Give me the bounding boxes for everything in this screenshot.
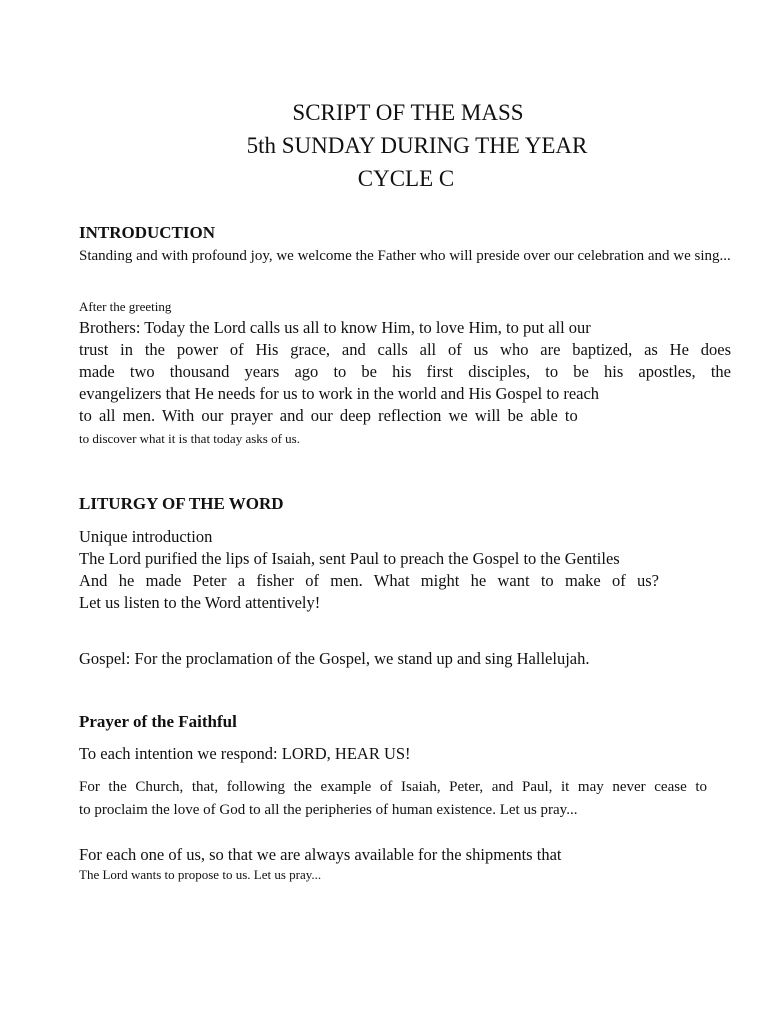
greeting-line-4: evangelizers that He needs for us to work in the world and His Gospel to reach	[79, 384, 600, 403]
liturgy-paragraph	[79, 526, 659, 614]
liturgy-line-1: Unique introduction	[79, 527, 213, 546]
liturgy-line-2: The Lord purified the lips of Isaiah, sent Paul to preach the Gospel to the Gentiles	[79, 549, 620, 568]
liturgy-line-4: Let us listen to the Word attentively!	[79, 593, 321, 612]
greeting-line-1: Brothers: Today the Lord calls us all to know Him, to love Him, to put all our	[79, 318, 591, 337]
prayer-response: To each intention we respond: LORD, HEAR US!	[79, 744, 411, 763]
intention-2-line-2: The Lord wants to propose to us. Let us pray...	[79, 867, 322, 882]
greeting-paragraph	[79, 317, 731, 427]
intention-1-line-2: to proclaim the love of God to all the peripheries of human existence. Let us pray...	[79, 802, 578, 818]
greeting-line-6: to discover what it is that today asks of us.	[79, 431, 300, 446]
intention-2-line-1: For each one of us, so that we are always available for the shipments that	[79, 845, 562, 864]
introduction-heading: INTRODUCTION	[79, 223, 216, 242]
greeting-line-3: made two thousand years ago to be his first disciples, to be his apostles, the	[79, 362, 731, 381]
title-line-1: SCRIPT OF THE MASS	[292, 100, 524, 125]
liturgy-line-3: And he made Peter a fisher of men. What might he want to make of us?	[79, 571, 659, 590]
document-title	[0, 96, 768, 195]
prayer-heading: Prayer of the Faithful	[79, 712, 237, 731]
greeting-line-5: to all men. With our prayer and our deep reflection we will be able to	[79, 406, 578, 425]
greeting-line-2: trust in the power of His grace, and calls all of us who are baptized, as He does	[79, 340, 731, 359]
intention-1-line-1: For the Church, that, following the example of Isaiah, Peter, and Paul, it may never cease to	[79, 779, 707, 795]
liturgy-heading: LITURGY OF THE WORD	[79, 494, 284, 513]
greeting-label: After the greeting	[79, 299, 172, 314]
title-line-2: 5th SUNDAY DURING THE YEAR	[246, 133, 588, 158]
gospel-line: Gospel: For the proclamation of the Gospel, we stand up and sing Hallelujah.	[79, 649, 590, 668]
intention-1	[79, 776, 707, 822]
introduction-text: Standing and with profound joy, we welcome the Father who will preside over our celebration and we sing...	[79, 248, 731, 264]
title-line-3: CYCLE C	[357, 166, 455, 191]
